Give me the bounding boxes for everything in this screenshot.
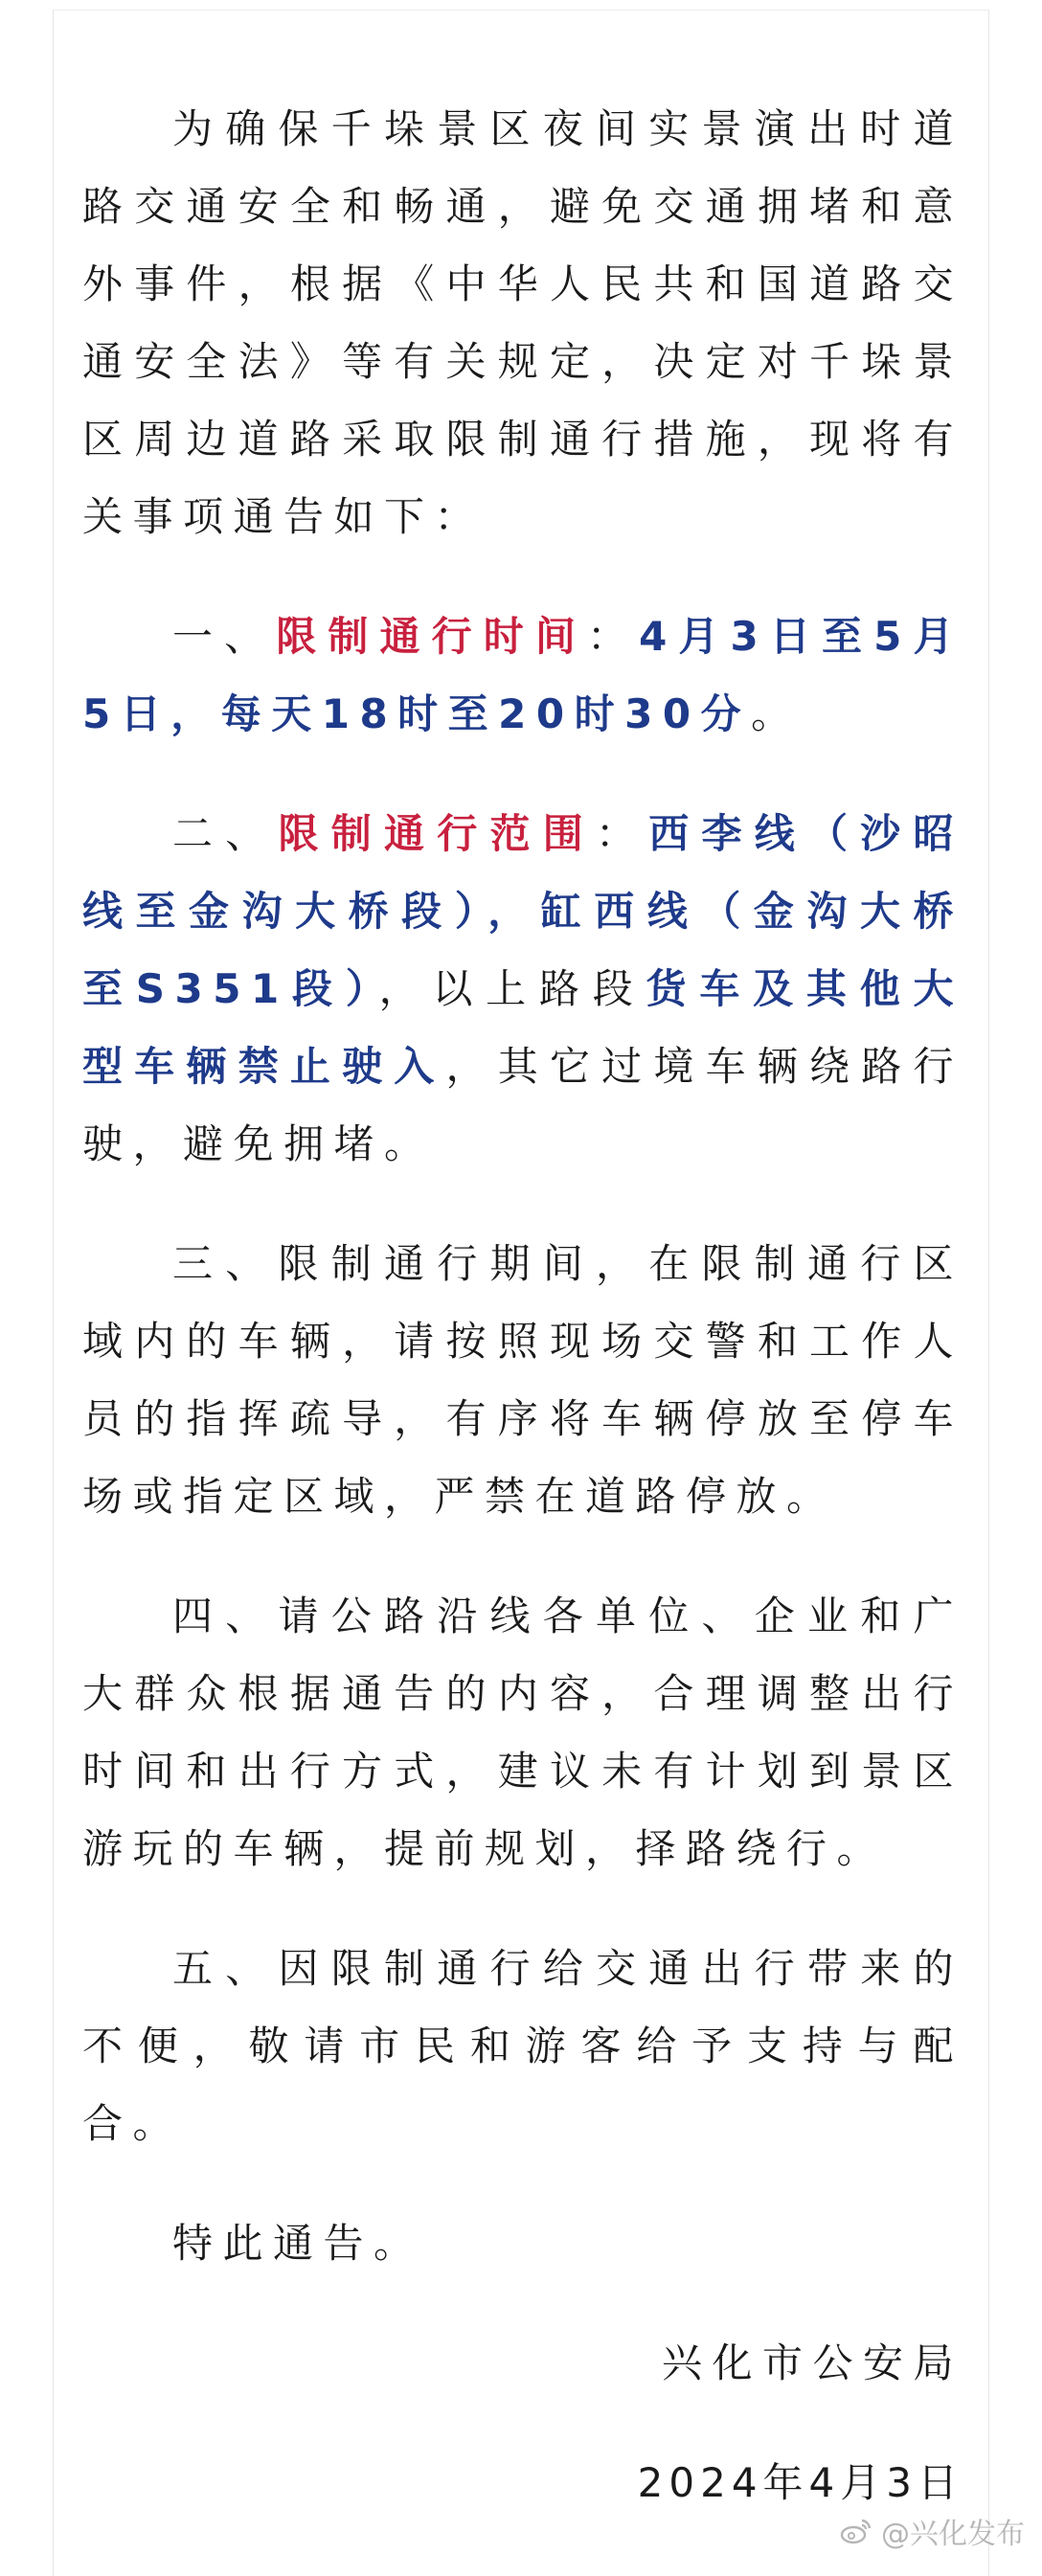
item-2-label: 限制通行范围 xyxy=(278,810,596,857)
issue-date: 2024年4月3日 xyxy=(637,2459,963,2506)
watermark-text: @兴化发布 xyxy=(881,2518,1025,2551)
item-1-colon: ： xyxy=(586,613,640,660)
item-2-end: ，其它过境车辆绕路行驶，避免拥堵。 xyxy=(82,1043,963,1167)
closing-line: 特此通告。 xyxy=(172,2220,424,2267)
item-2-mid: ，以上路段 xyxy=(378,965,646,1012)
intro-paragraph: 为确保千垛景区夜间实景演出时道路交通安全和畅通，避免交通拥堵和意外事件，根据《中华人民共和国道路交通安全法》等有关规定，决定对千垛景区周边道路采取限制通行措施，现将有关事项通告如下： xyxy=(82,105,963,540)
signature: 兴化市公安局 xyxy=(661,2339,963,2386)
watermark xyxy=(839,2510,1025,2552)
item-4-paragraph: 四、请公路沿线各单位、企业和广大群众根据通告的内容，合理调整出行时间和出行方式，建议未有计划到景区游玩的车辆，提前规划，择路绕行。 xyxy=(82,1593,963,1872)
item-2-roads: 西李线（沙昭线至金沟大桥段），缸西线（金沟大桥至S351段） xyxy=(82,810,963,1012)
notice-body xyxy=(82,90,963,2564)
item-2-paragraph xyxy=(82,795,963,1183)
item-3-paragraph: 三、限制通行期间，在限制通行区域内的车辆，请按照现场交警和工作人员的指挥疏导，有序将车辆停放至停车场或指定区域，严禁在道路停放。 xyxy=(82,1240,963,1520)
item-1-paragraph xyxy=(82,598,963,753)
item-2-colon: ： xyxy=(595,810,649,857)
item-2-prefix: 二、 xyxy=(172,810,279,857)
item-1-end: 。 xyxy=(751,690,802,737)
item-1-value: 4月3日至5月5日，每天18时至20时30分 xyxy=(82,613,963,737)
item-1-label: 限制通行时间 xyxy=(276,613,587,660)
item-5-paragraph: 五、因限制通行给交通出行带来的不便，敬请市民和游客给予支持与配合。 xyxy=(82,1945,963,2147)
weibo-icon xyxy=(839,2517,873,2545)
item-2-ban: 货车及其他大型车辆禁止驶入 xyxy=(82,965,963,1090)
item-1-prefix: 一、 xyxy=(172,613,277,660)
